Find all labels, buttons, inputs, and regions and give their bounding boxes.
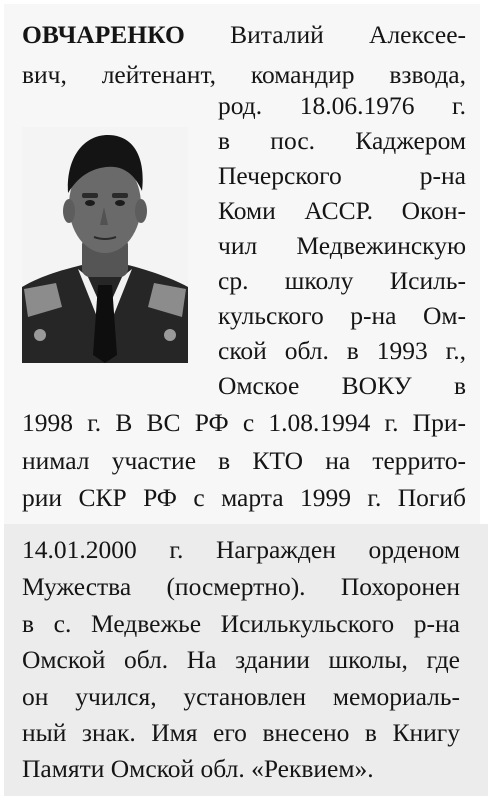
text-line-6: Коми АССР. Окон- xyxy=(218,196,466,225)
text-line-11: Омское ВОКУ в xyxy=(218,371,466,400)
text-line-21: Памяти Омской обл. «Реквием». xyxy=(22,754,374,783)
text-line-14: рии СКР РФ с марта 1999 г. Погиб xyxy=(22,483,466,512)
text-line-1 xyxy=(22,22,466,48)
text-line-15: 14.01.2000 г. Награжден орденом xyxy=(22,535,460,564)
text-line-10: ской обл. в 1993 г., xyxy=(218,336,466,365)
text-line-8: ср. школу Исиль- xyxy=(218,266,466,295)
text-line-16: Мужества (посмертно). Похоронен xyxy=(22,572,460,601)
text-line-12: 1998 г. В ВС РФ с 1.08.1994 г. При- xyxy=(22,408,466,437)
text-line-9: кульского р-на Ом- xyxy=(218,301,466,330)
text-line-2: вич, лейтенант, командир взвода, xyxy=(22,60,466,89)
text-line-18: Омской обл. На здании школы, где xyxy=(22,645,460,674)
given-name: Виталий Алексее- xyxy=(230,20,467,49)
text-line-7: чил Медвежинскую xyxy=(218,231,466,260)
surname: ОВЧАРЕНКО xyxy=(22,20,185,49)
text-line-13: нимал участие в КТО на террито- xyxy=(22,446,466,475)
text-line-20: ный знак. Имя его внесено в Книгу xyxy=(22,718,460,747)
text-line-5: Печерского р-на xyxy=(218,161,466,190)
text-line-17: в с. Медвежье Исилькульского р-на xyxy=(22,609,460,638)
portrait-photo xyxy=(22,127,188,363)
text-line-3: род. 18.06.1976 г. xyxy=(218,91,466,120)
text-line-4: в пос. Каджером xyxy=(218,126,466,155)
text-line-19: он учился, установлен мемориаль- xyxy=(22,682,460,711)
